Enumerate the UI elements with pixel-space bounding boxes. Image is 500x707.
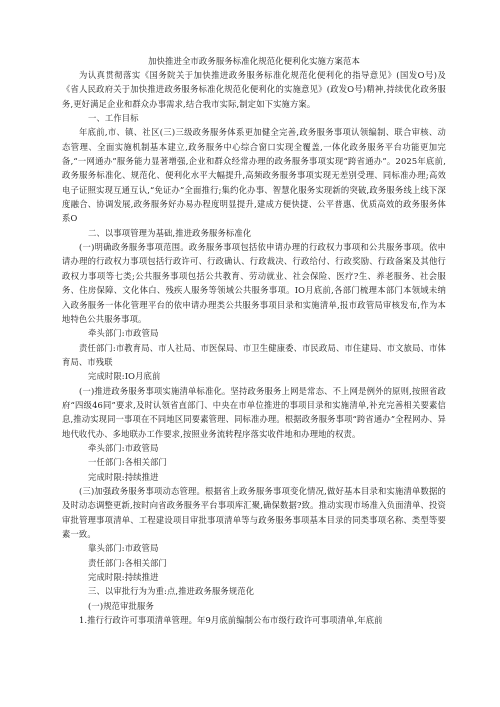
paragraph: 一、工作目标: [88, 113, 139, 124]
paragraph: 完成时限:IO月底前: [88, 371, 161, 382]
paragraph: 牵头部门:市政管局: [88, 442, 159, 453]
paragraph: (三)加强政务服务事项动态管理。根据省上政务服务事项变化情况,做好基本目录和实施清单数据的及时动态调整更新,按时向省政务服务平台事项库汇聚,确保数据?致。推动实现市场准入负面清单、投资审批管理事项清单、工程建设项目审批事项清单等与政务服务事项基本目录的同类事项名称、类型等要素一致。: [62, 485, 446, 539]
paragraph: 为认真贯彻落实《国务院关于加快推进政务服务标准化规范化便利化的指导意见》(国发O号)及《省人民政府关于加快推进政务服务标准化规范化便利化的实施意见》(政发O号)精神,持续优化政务服务,更好满足企业和群众办事需求,结合我市实际,制定如下实施方案。: [62, 70, 446, 109]
paragraph: (一)推进政务服务事项实施清单标准化。坚持政务服务上网是常态、不上网是例外的原则,按照省政府“四级46同”要求,及时认领省直部门、中央在市单位推进的事项目录和实施清单,补充完善相关要素信息,推动实现同一事项在不同地区同要素管理、同标准办理。根据政务服务事项“跨省通办”全程网办、异地代收代办、多地联办工作要求,按照业务流转程序落实收件地和办理地的权责。: [62, 385, 446, 439]
document-body: [62, 68, 446, 627]
paragraph: (一)规范审批服务: [88, 600, 154, 611]
document-page: [62, 54, 446, 627]
paragraph: 1.推行行政许可事项清单管理。年9月底前编制公布市级行政许可事项清单,年底前: [79, 615, 383, 626]
paragraph: 三、以审批行为为重:点,推进政务服务规范化: [88, 586, 255, 597]
paragraph: 靠头部门:市政管局: [88, 543, 159, 554]
paragraph: 责任部门:各相关部门: [88, 557, 167, 568]
paragraph: 牵头部门:市政管局: [88, 328, 159, 339]
paragraph: 一任部门:各相关部门: [88, 457, 167, 468]
paragraph: 年底前,市、镇、社区(三)三级政务服务体系更加健全完善,政务服务事项认领编制、联合审核、动态管理、全面实施机制基本建立,政务服务中心综合窗口实现全覆盖,一体化政务服务平台功能更加完备,“一网通办”服务能力显著增强,企业和群众经常办理的政务服务事项实现“跨省通办”。2025年底前,政务服务标准化、规范化、便利化水平大幅提升,高频政务服务事项实现无差别受理、同标准办理;高效电子证照实现互通互认,“免证办”全面推行;集约化办事、智慧化服务实现新的突破,政务服务线上线下深度融合、协调发展,政务服务好办易办程度明显提升,建成方便快捷、公平普惠、优质高效的政务服务体系O: [62, 127, 446, 224]
paragraph: 二、以事项管理为基础,推进政务服务标准化: [88, 227, 252, 238]
paragraph: 责任部门:市教育局、市人社局、市医保局、市卫生健康委、市民政局、市住建局、市文旅局、市体育局、市残联: [62, 342, 446, 367]
paragraph: 完成时限:持续推进: [88, 572, 159, 583]
paragraph: (一)明确政务服务事项范围。政务服务事项包括依申请办理的行政权力事项和公共服务事项。依申请办理的行政权力事项包括行政许可、行政确认、行政裁决、行政给付、行政奖励、行政备案及其他行政权力事项等七类;公共服务事项包括公共教育、劳动就业、社会保险、医疗?生、养老服务、社会服务、住房保障、文化体白、残疾人服务等领域公共服务事项。IO月底前,各部门梳理本部门本领域未纳入政务服务一体化管理平台的依申请办理类公共服务事项目录和实施清单,报市政管局审核发布,作为本地特色公共服务事项。: [62, 242, 446, 324]
paragraph: 完成时限:持续推进: [88, 471, 159, 482]
document-title: 加快推进全市政务服务标准化规范化便利化实施方案范本: [148, 56, 360, 66]
